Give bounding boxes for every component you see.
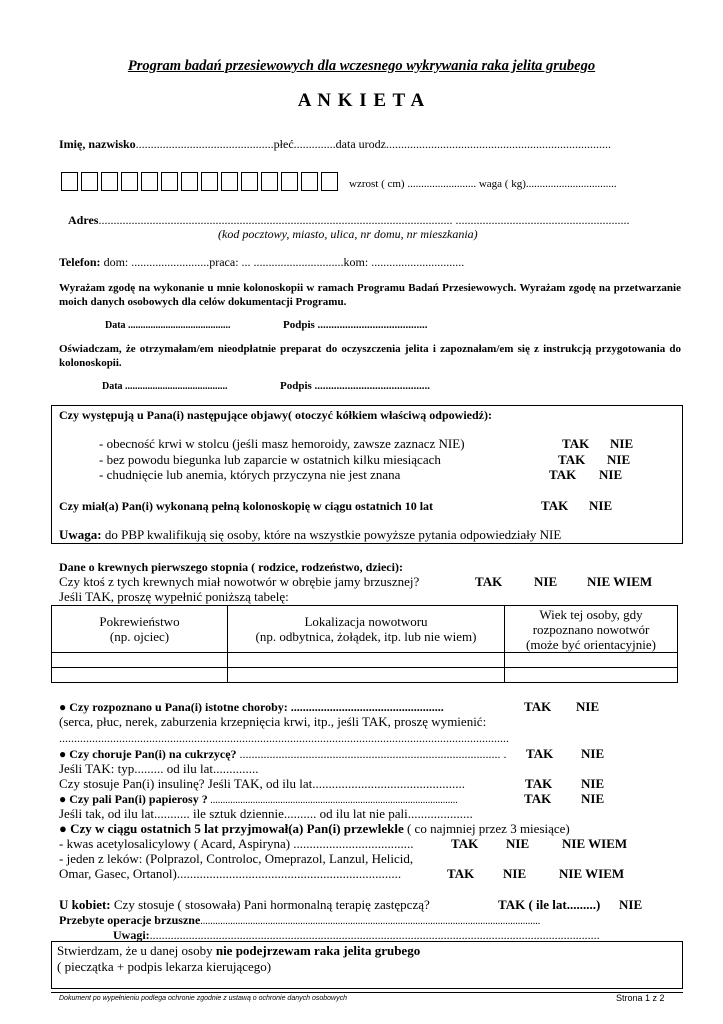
note-text: do PBP kwalifikują się osoby, które na wszystkie powyższe pytania odpowiedziały NIE [101,527,562,542]
disease-hint: (serca, płuc, nerek, zaburzenia krzepnięcia krwi, itp., jeśli TAK, proszę wymienić: [59,714,487,729]
pesel-box[interactable] [241,172,258,191]
relatives-instruction: Jeśli TAK, proszę wypełnić poniższą tabelę: [59,589,289,604]
phone-line[interactable] [59,255,464,270]
relatives-dont-know[interactable]: NIE WIEM [587,574,653,589]
smoking-no[interactable]: NIE [581,791,605,806]
consent1-date[interactable]: Data ......................................... [105,320,231,331]
colonoscopy-question: Czy miał(a) Pan(i) wykonaną pełną kolonoskopię w ciągu ostatnich 10 lat [59,499,434,513]
symptoms-question: Czy występują u Pana(i) następujące objawy( otoczyć kółkiem właściwą odpowiedź): [59,408,492,422]
ppi-yes[interactable]: TAK [447,866,475,881]
consent2-date[interactable]: Data ......................................... [102,381,228,392]
phone-dots: dom: ..........................praca: ... ..............................kom: ............................... [100,255,465,269]
col-age: Wiek tej osoby, gdy rozpoznano nowotwór (może być orientacyjnie) [505,606,678,653]
form-title: A N K I E T A [297,90,426,111]
relatives-heading: Dane o krewnych pierwszego stopnia ( rodzice, rodzeństwo, dzieci): [59,560,403,574]
pesel-box[interactable] [301,172,318,191]
doctor-signature[interactable]: ( pieczątka + podpis lekarza kierującego) [57,959,272,974]
drugs-question: ● Czy w ciągu ostatnich 5 lat przyjmował(a) Pan(i) przewlekle ( co najmniej przez 3 miesiące) [59,821,570,836]
name-dots: ..............................................płeć..............data urodz........................................................................... [135,137,611,151]
hormone-yes[interactable]: TAK ( ile lat.........) [498,897,601,912]
pesel-box[interactable] [261,172,278,191]
disease-yes[interactable]: TAK [524,699,552,714]
pesel-box[interactable] [161,172,178,191]
symptom-weight-no[interactable]: NIE [599,467,623,482]
footer-divider [51,992,683,993]
name-label: Imię, nazwisko [59,137,136,151]
address-line[interactable] [68,213,629,228]
phone-label: Telefon: [59,255,101,269]
consent1-signature[interactable]: Podpis ........................................ [283,319,428,331]
symptom-weight: - chudnięcie lub anemia, których przyczyna nie jest znana [99,467,401,482]
aspirin-yes[interactable]: TAK [451,836,479,851]
smoking-question: ● Czy pali Pan(i) papierosy ? ................................................................................................... [59,792,458,806]
pesel-box[interactable] [321,172,338,191]
height-weight-line[interactable]: wzrost ( cm) ......................... waga ( kg)................................. [349,178,617,190]
table-row[interactable] [52,653,678,668]
disease-question: ● Czy rozpoznano u Pana(i) istotne choroby: ................................................... [59,700,444,714]
col-relationship: Pokrewieństwo (np. ojciec) [52,606,228,653]
page-number: Strona 1 z 2 [616,993,665,1003]
pesel-boxes[interactable] [61,172,338,191]
disease-dots[interactable]: ...................................................................................................................................................... [59,731,509,745]
diabetes-yes[interactable]: TAK [526,746,554,761]
hormone-question: U kobiet: Czy stosuje ( stosowała) Pani hormonalną terapię zastępczą? [59,897,430,912]
consent-colonoscopy: Wyrażam zgodę na wykonanie u mnie kolonoskopii w ramach Programu Badań Przesiewowych. Wyrażam zgodę na przetwarzanie moich danych osobowych dla celów dokumentacji Programu. [59,282,681,308]
remarks-line[interactable]: Uwagi:...................................................................................................................................................... [113,928,600,942]
pesel-box[interactable] [181,172,198,191]
relatives-table [51,605,678,683]
colonoscopy-no[interactable]: NIE [589,498,613,513]
hormone-no[interactable]: NIE [619,897,643,912]
table-row[interactable] [52,668,678,683]
consent2-signature[interactable]: Podpis .......................................... [280,380,431,392]
pesel-box[interactable] [281,172,298,191]
address-label: Adres [68,213,99,227]
name-line[interactable] [59,137,611,152]
disease-no[interactable]: NIE [576,699,600,714]
footer-note: Dokument po wypełnieniu podlega ochronie zgodnie z ustawą o ochronie danych osobowych [59,995,347,1002]
diabetes-question: ● Czy choruje Pan(i) na cukrzycę? ....................................................................................... . [59,747,507,761]
pesel-box[interactable] [221,172,238,191]
surgery-line[interactable]: Przebyte operacje brzuszne........................................................................................................................................ [59,913,541,927]
pesel-box[interactable] [141,172,158,191]
symptom-bowel-yes[interactable]: TAK [558,452,586,467]
pesel-box[interactable] [61,172,78,191]
insulin-line[interactable]: Czy stosuje Pan(i) insulinę? Jeśli TAK, od ilu lat............................................... [59,776,466,791]
pesel-box[interactable] [101,172,118,191]
pesel-box[interactable] [121,172,138,191]
note-label: Uwaga: [59,527,102,542]
ppi-dont-know[interactable]: NIE WIEM [559,866,625,881]
ppi-line-2: Omar, Gasec, Ortanol)..................................................................... [59,866,402,881]
relatives-question: Czy ktoś z tych krewnych miał nowotwór w obrębie jamy brzusznej? [59,574,420,589]
consent-preparation: Oświadczam, że otrzymałam/em nieodpłatnie preparat do oczyszczenia jelita i zapoznałam/em się z instrukcją przygotowania do kolonoskopii. [59,343,681,369]
aspirin-dont-know[interactable]: NIE WIEM [562,836,628,851]
relatives-yes[interactable]: TAK [475,574,503,589]
insulin-no[interactable]: NIE [581,776,605,791]
aspirin-line: - kwas acetylosalicylowy ( Acard, Aspiryna) ..................................... [59,836,414,851]
symptom-blood: - obecność krwi w stolcu (jeśli masz hemoroidy, zawsze zaznacz NIE) [99,436,465,451]
smoking-detail[interactable]: Jeśli tak, od ilu lat........... ile sztuk dziennie.......... od ilu lat nie pali.................... [59,806,473,821]
pesel-box[interactable] [201,172,218,191]
symptom-weight-yes[interactable]: TAK [549,467,577,482]
col-location: Lokalizacja nowotworu (np. odbytnica, żołądek, itp. lub nie wiem) [228,606,505,653]
symptom-bowel: - bez powodu biegunka lub zaparcie w ostatnich kilku miesiącach [99,452,441,467]
doctor-statement: Stwierdzam, że u danej osoby nie podejrzewam raka jelita grubego [57,943,421,958]
address-dots: ...................................................................................................................... .......................................................... [98,213,630,227]
relatives-no[interactable]: NIE [534,574,558,589]
table-header-row [52,606,678,653]
diabetes-no[interactable]: NIE [581,746,605,761]
ppi-no[interactable]: NIE [503,866,527,881]
symptom-blood-no[interactable]: NIE [610,436,634,451]
symptom-blood-yes[interactable]: TAK [562,436,590,451]
smoking-yes[interactable]: TAK [524,791,552,806]
insulin-yes[interactable]: TAK [525,776,553,791]
pesel-box[interactable] [81,172,98,191]
aspirin-no[interactable]: NIE [506,836,530,851]
ppi-line-1: - jeden z leków: (Polprazol, Controloc, Omeprazol, Lanzul, Helicid, [59,851,414,866]
colonoscopy-yes[interactable]: TAK [541,498,569,513]
address-hint: (kod pocztowy, miasto, ulica, nr domu, nr mieszkania) [218,227,478,241]
program-title: Program badań przesiewowych dla wczesnego wykrywania raka jelita grubego [127,58,596,74]
qualification-note [59,527,561,543]
symptom-bowel-no[interactable]: NIE [607,452,631,467]
diabetes-type[interactable]: Jeśli TAK: typ......... od ilu lat.............. [59,761,259,776]
